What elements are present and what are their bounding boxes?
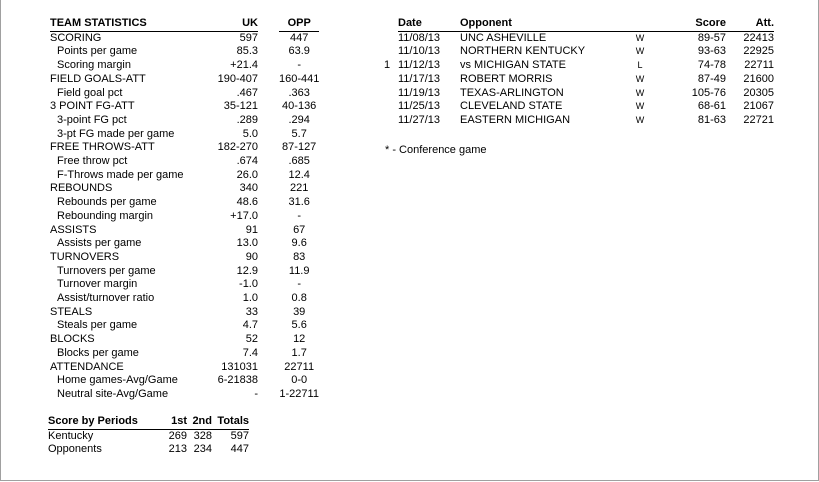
game-result: W [635,101,645,112]
stat-label: ATTENDANCE [50,360,124,373]
column-spacer [258,210,279,224]
stat-opp-value: 1-22711 [279,387,319,400]
stat-label: Free throw pct [57,155,128,168]
stat-opp-value: .685 [288,155,310,168]
period-row [48,443,249,457]
schedule-row [384,31,774,45]
period-total-score: 447 [230,443,249,456]
stat-row [50,100,319,114]
stat-uk-value: 33 [245,305,258,318]
column-spacer [258,114,279,128]
column-spacer [258,374,279,388]
stat-row [50,169,319,183]
column-spacer [258,319,279,333]
stat-label: Points per game [57,45,138,58]
column-spacer [258,251,279,265]
stat-row [50,182,319,196]
stat-opp-value: 63.9 [288,45,310,58]
stat-uk-value: 131031 [221,360,258,373]
stat-opp-value: 22711 [284,360,315,373]
game-opponent: ROBERT MORRIS [460,72,553,85]
team-statistics-header-row [50,17,319,31]
game-date: 11/25/13 [398,100,441,113]
score-by-periods-body [48,429,249,457]
game-attendance: 22925 [743,45,774,58]
column-header-2nd: 2nd [187,415,212,429]
stat-opp-value: 0-0 [291,374,308,387]
game-date: 11/19/13 [398,86,441,99]
game-attendance: 22711 [744,59,774,72]
stat-row [50,265,319,279]
column-header-1st: 1st [162,415,187,429]
game-marker [384,31,398,45]
score-by-periods-table [48,415,249,457]
stat-uk-value: 4.7 [242,319,258,332]
column-spacer [258,182,279,196]
stat-row [50,319,319,333]
stat-uk-value: 1.0 [242,292,258,305]
stat-label: F-Throws made per game [57,168,184,181]
stat-label: Home games-Avg/Game [57,374,178,387]
team-statistics-title: TEAM STATISTICS [50,17,197,31]
stat-opp-value: 12 [293,333,306,346]
stat-opp-value: 5.7 [291,127,307,140]
stat-label: Rebounds per game [57,196,157,209]
game-opponent: NORTHERN KENTUCKY [460,45,586,58]
game-attendance: 21600 [743,72,774,85]
period-team-name: Opponents [48,443,102,456]
game-result: L [637,60,643,71]
stat-uk-value: -1.0 [239,278,258,291]
game-date: 11/10/13 [398,45,441,58]
column-spacer [258,45,279,59]
stat-opp-value: 67 [293,223,306,236]
schedule-row [384,87,774,101]
column-header-mark [384,17,398,31]
column-spacer [258,347,279,361]
stat-row [50,224,319,238]
stat-opp-value: - [297,278,302,291]
stat-opp-value: .294 [288,113,310,126]
column-spacer [258,100,279,114]
game-opponent: EASTERN MICHIGAN [460,113,571,126]
game-date: 11/17/13 [398,72,441,85]
schedule-row [384,45,774,59]
team-statistics-table [50,17,319,402]
game-marker [384,114,398,128]
stat-label: SCORING [50,31,102,44]
stat-opp-value: - [297,59,302,72]
stat-label: 3 POINT FG-ATT [50,100,135,113]
game-opponent: CLEVELAND STATE [460,100,563,113]
stat-uk-value: 7.4 [242,346,258,359]
game-date: 11/08/13 [398,31,441,44]
stat-opp-value: 447 [290,31,309,44]
stat-opp-value: 11.9 [288,264,310,277]
stat-uk-value: 13.0 [236,237,258,250]
stat-uk-value: .674 [236,155,258,168]
stat-opp-value: 87-127 [282,141,317,154]
period-team-name: Kentucky [48,429,94,442]
stat-label: Rebounding margin [57,209,154,222]
stat-opp-value: 1.7 [291,346,307,359]
column-spacer [258,169,279,183]
stat-label: STEALS [50,305,93,318]
column-header-score: Score [650,17,726,31]
stat-uk-value: 182-270 [217,141,258,154]
game-marker [384,73,398,87]
game-score: 93-63 [697,45,726,58]
column-header-attendance: Att. [726,17,774,31]
stat-row [50,45,319,59]
game-attendance: 21067 [743,100,774,113]
stat-uk-value: 52 [245,333,258,346]
period-2nd-score: 328 [193,429,212,442]
game-marker [384,100,398,114]
schedule-table [384,17,774,128]
stat-uk-value: - [254,387,258,400]
stat-opp-value: 0.8 [291,292,307,305]
stat-opp-value: 5.6 [291,319,307,332]
stat-row [50,388,319,402]
stat-uk-value: 26.0 [236,168,258,181]
stat-uk-value: 90 [245,250,258,263]
column-spacer [258,73,279,87]
game-marker [384,45,398,59]
conference-game-footnote: * - Conference game [385,144,487,156]
stat-row [50,31,319,45]
score-by-periods-title: Score by Periods [48,415,162,429]
schedule-row [384,73,774,87]
stat-uk-value: +21.4 [230,59,258,72]
game-date: 11/12/13 [398,59,441,72]
period-1st-score: 269 [168,429,187,442]
game-score: 74-78 [697,59,726,72]
column-header-opponent: Opponent [460,17,630,31]
game-score: 89-57 [697,31,726,44]
stat-label: Turnover margin [57,278,138,291]
stat-uk-value: 5.0 [242,127,258,140]
schedule-header-row [384,17,774,31]
stat-row [50,196,319,210]
stat-opp-value: .363 [288,86,310,99]
game-result: W [635,46,645,57]
schedule-row [384,59,774,73]
stat-label: Steals per game [57,319,138,332]
stat-opp-value: - [297,209,302,222]
game-attendance: 20305 [743,86,774,99]
stat-uk-value: 91 [245,223,258,236]
column-spacer [258,237,279,251]
column-spacer [258,265,279,279]
schedule-row [384,114,774,128]
column-header-date: Date [398,17,460,31]
stat-uk-value: .289 [236,113,258,126]
stat-label: Neutral site-Avg/Game [57,387,169,400]
column-header-opp: OPP [279,17,319,31]
game-opponent: vs MICHIGAN STATE [460,59,566,72]
stat-row [50,141,319,155]
game-marker: 1 [384,59,391,72]
period-1st-score: 213 [168,443,187,456]
column-spacer [258,388,279,402]
stat-label: ASSISTS [50,223,97,236]
stat-uk-value: 85.3 [236,45,258,58]
column-spacer [258,278,279,292]
stat-row [50,361,319,375]
stat-label: TURNOVERS [50,250,120,263]
stat-row [50,278,319,292]
stat-uk-value: +17.0 [230,209,258,222]
stat-label: REBOUNDS [50,182,113,195]
column-header-result [630,17,650,31]
column-spacer [258,333,279,347]
stat-uk-value: 6-21838 [217,374,258,387]
stat-row [50,251,319,265]
stat-row [50,374,319,388]
game-opponent: UNC ASHEVILLE [460,31,547,44]
stat-row [50,333,319,347]
game-result: W [635,114,645,125]
stat-uk-value: 190-407 [217,72,258,85]
column-spacer [258,87,279,101]
period-2nd-score: 234 [193,443,212,456]
score-by-periods-header-row [48,415,249,429]
stat-row [50,292,319,306]
stat-label: BLOCKS [50,333,95,346]
game-result: W [635,73,645,84]
game-score: 87-49 [697,72,726,85]
column-spacer [258,196,279,210]
game-marker [384,87,398,101]
stat-label: FREE THROWS-ATT [50,141,155,154]
stat-uk-value: .467 [236,86,258,99]
stat-row [50,114,319,128]
stat-opp-value: 221 [290,182,309,195]
game-result: W [635,32,645,43]
stat-opp-value: 9.6 [291,237,307,250]
period-row [48,429,249,443]
stat-uk-value: 340 [239,182,258,195]
period-total-score: 597 [230,429,249,442]
game-attendance: 22721 [743,113,774,126]
stat-uk-value: 12.9 [236,264,258,277]
game-score: 68-61 [697,100,726,113]
stat-uk-value: 48.6 [236,196,258,209]
game-score: 81-63 [697,113,726,126]
column-spacer [258,292,279,306]
stat-opp-value: 160-441 [279,72,320,85]
stat-row [50,210,319,224]
stat-row [50,347,319,361]
stat-opp-value: 12.4 [288,168,310,181]
stat-row [50,155,319,169]
column-spacer [258,224,279,238]
stat-label: 3-point FG pct [57,113,127,126]
stat-label: Blocks per game [57,346,139,359]
game-attendance: 22413 [743,31,774,44]
stat-label: Field goal pct [57,86,123,99]
game-date: 11/27/13 [398,113,441,126]
column-spacer [258,59,279,73]
stat-opp-value: 31.6 [288,196,310,209]
column-spacer [258,31,279,45]
stat-row [50,237,319,251]
stat-row [50,73,319,87]
stat-uk-value: 597 [239,31,258,44]
game-result: W [635,87,645,98]
stat-row [50,128,319,142]
schedule-row [384,100,774,114]
stat-label: Assists per game [57,237,142,250]
column-spacer [258,141,279,155]
stat-row [50,306,319,320]
game-score: 105-76 [691,86,726,99]
game-opponent: TEXAS-ARLINGTON [460,86,564,99]
column-spacer [258,17,279,31]
schedule-body [384,31,774,127]
stat-opp-value: 39 [293,305,306,318]
column-spacer [258,306,279,320]
stat-label: Turnovers per game [57,264,156,277]
stat-label: FIELD GOALS-ATT [50,72,146,85]
stat-row [50,87,319,101]
column-header-uk: UK [197,17,258,31]
team-statistics-body [50,31,319,401]
stat-uk-value: 35-121 [223,100,258,113]
stat-label: 3-pt FG made per game [57,127,175,140]
column-spacer [258,361,279,375]
stat-opp-value: 83 [293,250,306,263]
column-header-totals: Totals [212,415,249,429]
stat-label: Scoring margin [57,59,131,72]
stat-label: Assist/turnover ratio [57,292,155,305]
column-spacer [258,155,279,169]
stat-opp-value: 40-136 [282,100,317,113]
stat-row [50,59,319,73]
column-spacer [258,128,279,142]
